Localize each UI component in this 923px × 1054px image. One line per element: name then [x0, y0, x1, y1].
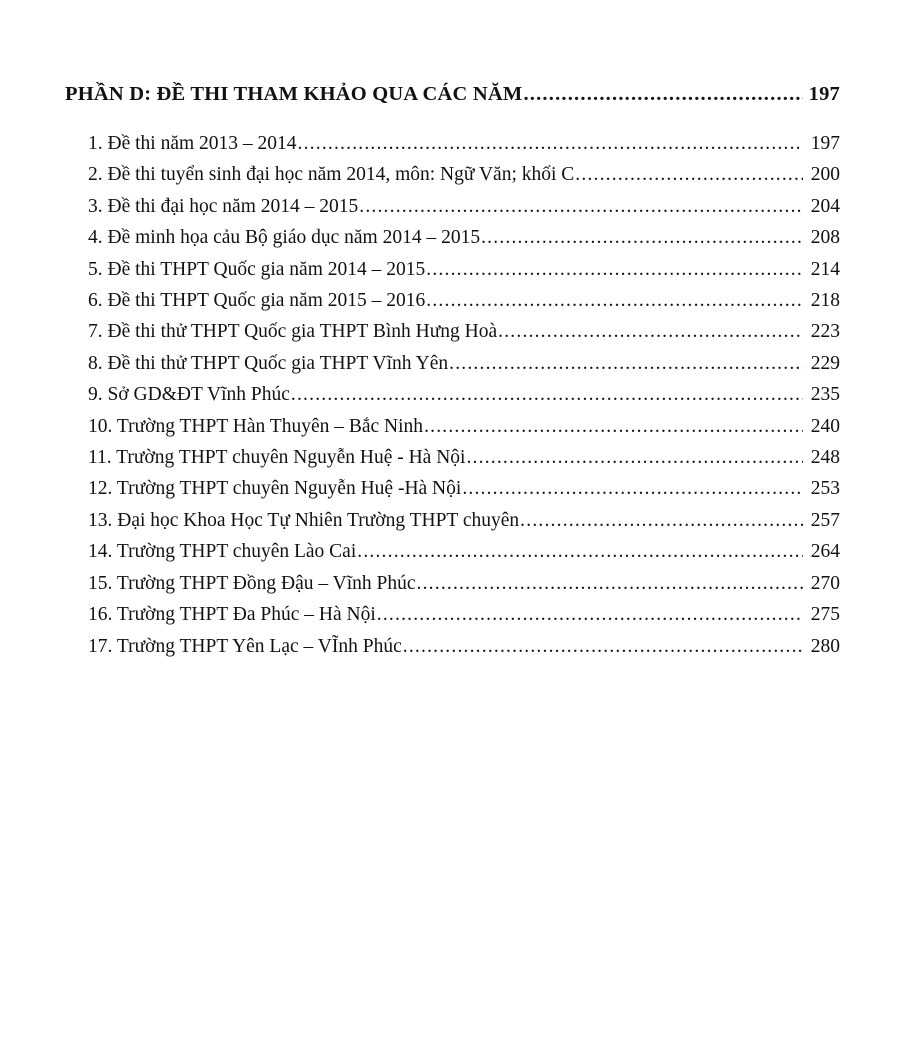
toc-entry-row — [88, 411, 840, 442]
toc-entry-row — [88, 442, 840, 473]
toc-entry-row — [88, 379, 840, 410]
toc-entry-row — [88, 128, 840, 159]
toc-entry-row — [88, 159, 840, 190]
toc-entry-title: 3. Đề thi đại học năm 2014 – 2015 — [88, 195, 359, 217]
toc-header-title: PHẦN D: ĐỀ THI THAM KHẢO QUA CÁC NĂM — [65, 83, 523, 105]
toc-entry-row — [88, 285, 840, 316]
dot-leader — [291, 379, 803, 410]
toc-entry-page-number: 235 — [810, 384, 840, 406]
dot-leader — [449, 348, 803, 379]
toc-entry-page-number: 208 — [810, 227, 840, 249]
dot-leader — [424, 411, 803, 442]
dot-leader — [417, 568, 803, 599]
toc-entry-page-number: 275 — [810, 604, 840, 626]
toc-entry-row — [88, 348, 840, 379]
toc-entry-title: 5. Đề thi THPT Quốc gia năm 2014 – 2015 — [88, 258, 426, 280]
toc-entry-page-number: 229 — [810, 352, 840, 374]
toc-entry-row — [88, 222, 840, 253]
toc-header-page-number: 197 — [808, 83, 840, 105]
toc-entry-page-number: 270 — [810, 572, 840, 594]
toc-entry-row — [88, 473, 840, 504]
toc-entry-title: 4. Đề minh họa cảu Bộ giáo dục năm 2014 – 2015 — [88, 227, 481, 249]
toc-entry-page-number: 257 — [810, 509, 840, 531]
toc-entry-page-number: 253 — [810, 478, 840, 500]
dot-leader — [377, 599, 803, 630]
toc-entry-page-number: 223 — [810, 321, 840, 343]
toc-entry-row — [88, 568, 840, 599]
toc-entry-row — [88, 505, 840, 536]
toc-entry-page-number: 204 — [810, 195, 840, 217]
dot-leader — [357, 536, 803, 567]
toc-entry-title: 2. Đề thi tuyển sinh đại học năm 2014, môn: Ngữ Văn; khối C — [88, 164, 575, 186]
dot-leader — [462, 473, 803, 504]
toc-entry-page-number: 264 — [810, 541, 840, 563]
toc-entry-page-number: 197 — [810, 133, 840, 154]
table-of-contents — [65, 80, 840, 662]
toc-header-row — [65, 80, 840, 108]
toc-entry-page-number: 218 — [810, 290, 840, 312]
toc-entry-title: 10. Trường THPT Hàn Thuyên – Bắc Ninh — [88, 415, 424, 437]
dot-leader — [575, 159, 803, 190]
dot-leader — [298, 128, 803, 159]
toc-entry-title: 13. Đại học Khoa Học Tự Nhiên Trường THPT chuyên — [88, 509, 520, 531]
toc-entry-title: 6. Đề thi THPT Quốc gia năm 2015 – 2016 — [88, 290, 426, 312]
dot-leader — [466, 442, 803, 473]
toc-entry-title: 16. Trường THPT Đa Phúc – Hà Nội — [88, 604, 376, 626]
toc-entry-title: 7. Đề thi thử THPT Quốc gia THPT Bình Hưng Hoà — [88, 321, 498, 343]
dot-leader — [403, 631, 803, 662]
toc-entry-title: 9. Sở GD&ĐT Vĩnh Phúc — [88, 384, 290, 406]
dot-leader — [426, 285, 803, 316]
toc-entry-title: 1. Đề thi năm 2013 – 2014 — [88, 133, 297, 154]
toc-entry-row — [88, 254, 840, 285]
dot-leader — [523, 80, 803, 108]
toc-entry-page-number: 280 — [810, 635, 840, 657]
toc-entry-page-number: 240 — [810, 415, 840, 437]
dot-leader — [359, 191, 803, 222]
toc-entry-title: 11. Trường THPT chuyên Nguyễn Huệ - Hà Nội — [88, 447, 466, 469]
dot-leader — [520, 505, 803, 536]
dot-leader — [426, 254, 803, 285]
toc-entry-title: 17. Trường THPT Yên Lạc – VĨnh Phúc — [88, 635, 402, 657]
toc-entry-list — [65, 128, 840, 662]
dot-leader — [481, 222, 803, 253]
toc-entry-title: 8. Đề thi thử THPT Quốc gia THPT Vĩnh Yên — [88, 352, 449, 374]
toc-entry-page-number: 248 — [810, 447, 840, 469]
toc-entry-row — [88, 316, 840, 347]
toc-entry-row — [88, 631, 840, 662]
toc-entry-page-number: 214 — [810, 258, 840, 280]
toc-entry-title: 15. Trường THPT Đồng Đậu – Vĩnh Phúc — [88, 572, 416, 594]
toc-entry-page-number: 200 — [810, 164, 840, 186]
toc-entry-row — [88, 599, 840, 630]
toc-entry-row — [88, 536, 840, 567]
toc-entry-row — [88, 191, 840, 222]
toc-entry-title: 14. Trường THPT chuyên Lào Cai — [88, 541, 357, 563]
dot-leader — [498, 316, 803, 347]
toc-entry-title: 12. Trường THPT chuyên Nguyễn Huệ -Hà Nội — [88, 478, 462, 500]
